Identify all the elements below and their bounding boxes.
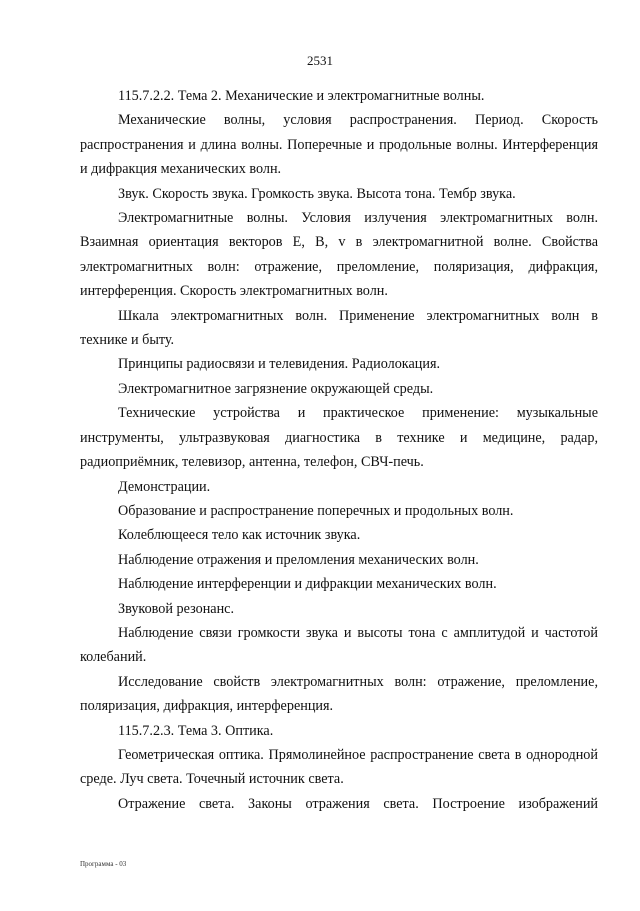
demo-item-loudness-pitch: Наблюдение связи громкости звука и высоты тона с амплитудой и частотой колебаний. xyxy=(80,624,598,666)
document-body xyxy=(80,84,598,816)
demo-item-interference-diffraction: Наблюдение интерференции и дифракции механических волн. xyxy=(118,576,497,593)
paragraph-em-scale: Шкала электромагнитных волн. Применение электромагнитных волн в технике и быту. xyxy=(80,307,598,349)
demo-item-waves-formation: Образование и распространение поперечных и продольных волн. xyxy=(118,502,514,519)
page-number: 2531 xyxy=(307,53,333,68)
demo-item-reflection-refraction: Наблюдение отражения и преломления механических волн. xyxy=(118,551,479,568)
section-heading-topic-3: 115.7.2.3. Тема 3. Оптика. xyxy=(118,722,274,739)
paragraph-demonstrations-heading: Демонстрации. xyxy=(118,478,211,495)
demo-item-sound-resonance: Звуковой резонанс. xyxy=(118,600,235,617)
paragraph-radio-principles: Принципы радиосвязи и телевидения. Радиолокация. xyxy=(118,356,441,373)
paragraph-sound: Звук. Скорость звука. Громкость звука. Высота тона. Тембр звука. xyxy=(118,185,516,202)
paragraph-em-waves: Электромагнитные волны. Условия излучения электромагнитных волн. Взаимная ориентация векторов E, B, v в электромагнитной волне. Свойства электромагнитных волн: отражение, преломление, поляризация, дифракция, интерференция. Скорость электромагнитных волн. xyxy=(80,210,598,300)
section-heading-topic-2: 115.7.2.2. Тема 2. Механические и электромагнитные волны. xyxy=(118,88,485,104)
paragraph-reflection-light: Отражение света. Законы отражения света. Построение изображений xyxy=(118,795,598,812)
paragraph-em-pollution: Электромагнитное загрязнение окружающей среды. xyxy=(118,380,434,397)
footer-note: Программа - 03 xyxy=(80,860,127,868)
paragraph-geometric-optics: Геометрическая оптика. Прямолинейное распространение света в однородной среде. Луч света. Точечный источник света. xyxy=(80,746,598,788)
demo-item-em-properties: Исследование свойств электромагнитных волн: отражение, преломление, поляризация, дифракция, интерференция. xyxy=(80,673,598,715)
demo-item-sound-source: Колеблющееся тело как источник звука. xyxy=(118,527,361,544)
paragraph-technical-devices: Технические устройства и практическое применение: музыкальные инструменты, ультразвуковая диагностика в технике и медицине, радар, радиоприёмник, телевизор, антенна, телефон, СВЧ-печь. xyxy=(80,405,598,471)
paragraph-mechanical-waves: Механические волны, условия распространения. Период. Скорость распространения и длина волны. Поперечные и продольные волны. Интерференция и дифракция механических волн. xyxy=(80,112,598,178)
